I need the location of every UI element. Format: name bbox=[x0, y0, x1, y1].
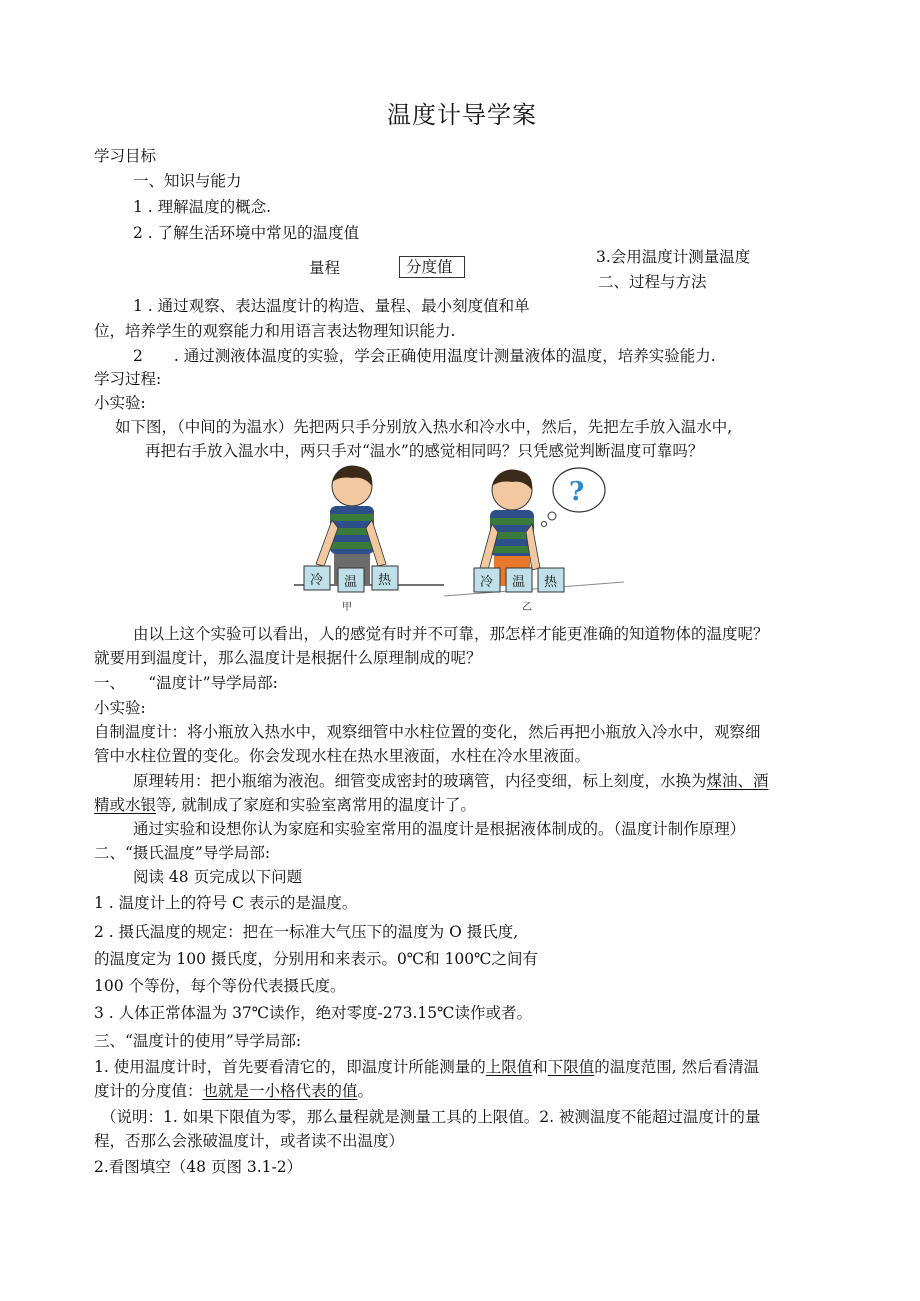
part2-q3: 3 . 人体正常体温为 37℃读作，绝对零度-273.15℃读作或者。 bbox=[94, 1004, 532, 1022]
part2-q2-line3: 100 个等份，每个等份代表摄氏度。 bbox=[94, 977, 346, 995]
section-knowledge: 一、知识与能力 bbox=[133, 172, 242, 190]
process-point-2: 2 . 通过测液体温度的实验，学会正确使用温度计测量液体的温度，培养实验能力. bbox=[133, 347, 716, 365]
part2-q2-line1: 2 . 摄氏温度的规定：把在一标准大气压下的温度为 O 摄氏度, bbox=[94, 923, 519, 941]
note-line-2: 程，否那么会涨破温度计，或者读不出温度） bbox=[94, 1132, 405, 1150]
range-label: 量程 bbox=[309, 259, 341, 277]
usage-line-1 bbox=[94, 1056, 759, 1078]
experiment-label: 小实验: bbox=[94, 394, 146, 412]
division-label-box bbox=[399, 256, 465, 278]
process-point-1-line2: 位，培养学生的观察能力和用语言表达物理知识能力. bbox=[94, 322, 456, 340]
cup-label-hot-left: 热 bbox=[378, 573, 392, 588]
cup-label-cold-left: 冷 bbox=[310, 573, 324, 588]
part3-q2: 2.看图填空（48 页图 3.1-2） bbox=[94, 1158, 303, 1176]
self-made-line-1: 自制温度计：将小瓶放入热水中，观察细管中水柱位置的变化，然后再把小瓶放入冷水中，观察细 bbox=[94, 723, 761, 741]
principle-underline-2: 精或水银 bbox=[94, 796, 157, 814]
thought-bubble bbox=[542, 468, 606, 527]
section-process: 二、过程与方法 bbox=[598, 273, 707, 291]
principle-text-post: 等, 就制成了家庭和实验室离常用的温度计了。 bbox=[156, 796, 476, 814]
usage-line2-pre: 度计的分度值： bbox=[94, 1082, 203, 1100]
cup-label-cold-right: 冷 bbox=[480, 575, 494, 590]
objective-item-2: 2 . 了解生活环境中常见的温度值 bbox=[133, 224, 360, 242]
part2-heading: 二、“摄氏温度”导学局部: bbox=[94, 844, 271, 862]
process-heading: 学习过程: bbox=[94, 370, 162, 388]
principle-line-1 bbox=[133, 770, 769, 792]
experiment-line-2: 再把右手放入温水中，两只手对“温水”的感觉相同吗？只凭感觉判断温度可靠吗？ bbox=[145, 442, 704, 460]
upper-limit: 上限值 bbox=[485, 1058, 533, 1076]
cup-warm-right bbox=[506, 568, 532, 592]
part3-heading: 三、“温度计的使用”导学局部: bbox=[94, 1032, 302, 1050]
experiment-line-1: 如下图，（中间的为温水）先把两只手分别放入热水和冷水中，然后，先把左手放入温水中, bbox=[115, 418, 733, 436]
process-point-1-line1: 1 . 通过观察、表达温度计的构造、量程、最小刻度值和单 bbox=[133, 297, 530, 315]
cup-cold-left bbox=[304, 566, 330, 590]
part2-q2-line2: 的温度定为 100 摄氏度，分别用和来表示。0℃和 100℃之间有 bbox=[94, 950, 538, 968]
usage-text-b: 的温度范围, 然后看清温 bbox=[594, 1058, 760, 1076]
principle-underline-1: 煤油、酒 bbox=[706, 772, 769, 790]
part1-experiment-label: 小实验: bbox=[94, 699, 146, 717]
after-line-1: 由以上这个实验可以看出，人的感觉有时并不可靠，那怎样才能更准确的知道物体的温度呢？ bbox=[133, 625, 769, 643]
floor-shadow-right bbox=[444, 582, 624, 596]
division-label: 分度值 bbox=[399, 256, 465, 278]
lower-limit: 下限值 bbox=[547, 1058, 595, 1076]
hand-temperature-illustration bbox=[294, 464, 624, 616]
caption-right: 乙 bbox=[522, 602, 532, 613]
cup-cold-right bbox=[474, 568, 500, 592]
usage-text-a: 1. 使用温度计时，首先要看清它的，即温度计所能测量的 bbox=[94, 1058, 486, 1076]
objectives-heading: 学习目标 bbox=[94, 147, 157, 165]
part2-read: 阅读 48 页完成以下问题 bbox=[133, 868, 303, 886]
principle-line-2 bbox=[94, 794, 476, 816]
part1-heading: 一、 “温度计”导学局部: bbox=[94, 674, 278, 692]
cup-hot-right bbox=[538, 568, 564, 592]
cup-label-warm-left: 温 bbox=[344, 575, 358, 590]
objective-item-3: 3.会用温度计测量温度 bbox=[596, 248, 751, 266]
cup-label-warm-right: 温 bbox=[512, 575, 526, 590]
note-line-1: （说明：1. 如果下限值为零，那么量程就是测量工具的上限值。2. 被测温度不能超过温度计的量 bbox=[101, 1108, 761, 1126]
usage-line2-post: 。 bbox=[357, 1082, 374, 1100]
caption-left: 甲 bbox=[342, 602, 352, 613]
objective-item-1: 1 . 理解温度的概念. bbox=[133, 198, 272, 216]
part2-q1: 1 . 温度计上的符号 C 表示的是温度。 bbox=[94, 894, 358, 912]
principle-text-pre: 原理转用：把小瓶缩为液泡。细管变成密封的玻璃管，内径变细，标上刻度，水换为 bbox=[133, 772, 707, 790]
usage-line2-underline: 也就是一小格代表的值 bbox=[202, 1082, 358, 1100]
cup-hot-left bbox=[372, 566, 398, 590]
self-made-line-2: 管中水柱位置的变化。你会发现水柱在热水里液面，水柱在冷水里液面。 bbox=[94, 747, 591, 765]
usage-line-2 bbox=[94, 1080, 373, 1102]
page-title: 温度计导学案 bbox=[387, 101, 537, 129]
after-line-2: 就要用到温度计，那么温度计是根据什么原理制成的呢？ bbox=[94, 649, 482, 667]
usage-text-and: 和 bbox=[532, 1058, 548, 1076]
question-mark: ? bbox=[569, 477, 585, 507]
cup-label-hot-right: 热 bbox=[544, 575, 558, 590]
principle-conclusion: 通过实验和设想你认为家庭和实验室常用的温度计是根据液体制成的。（温度计制作原理） bbox=[133, 820, 746, 838]
cup-warm-left bbox=[338, 568, 364, 592]
